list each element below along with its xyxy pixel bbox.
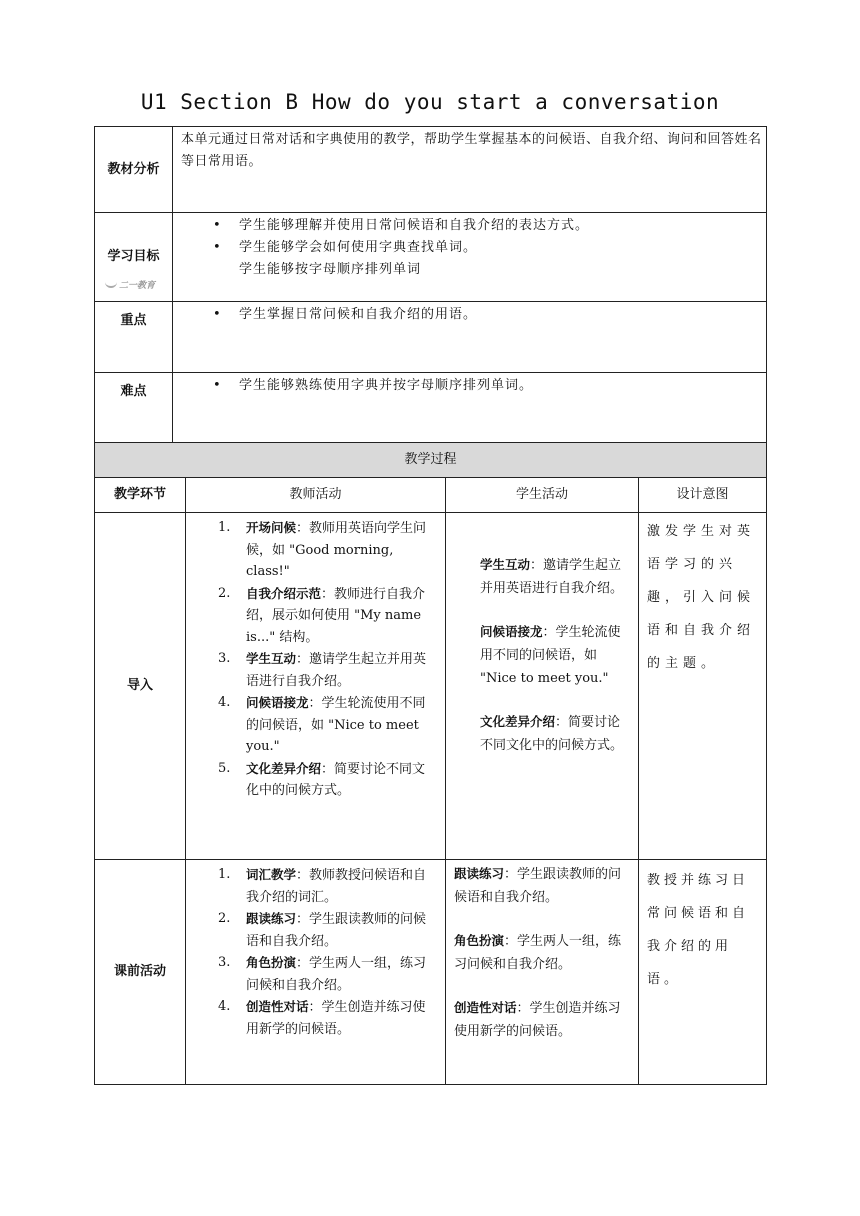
student-activities bbox=[446, 513, 639, 860]
header-teacher: 教师活动 bbox=[186, 478, 446, 513]
student-activities bbox=[446, 860, 639, 1085]
student-activity bbox=[480, 710, 628, 757]
design-intent bbox=[639, 860, 767, 1085]
teacher-step bbox=[194, 517, 437, 583]
step-number: 4. bbox=[218, 999, 231, 1014]
activity-text: ：学生两人一组，练习问候和自我介绍。 bbox=[454, 934, 622, 972]
step-title: 角色扮演 bbox=[246, 955, 297, 970]
process-row-intro bbox=[95, 513, 767, 860]
goals-label-cell bbox=[95, 213, 173, 302]
activity-text: ：学生跟读教师的问候语和自我介绍。 bbox=[454, 867, 622, 905]
goals-list bbox=[181, 215, 766, 259]
activity-title: 跟读练习 bbox=[454, 866, 505, 881]
student-activity bbox=[454, 862, 630, 909]
bullet-icon: • bbox=[213, 307, 222, 322]
teacher-steps-list bbox=[186, 860, 445, 1040]
step-number: 2. bbox=[218, 911, 231, 926]
goal-item bbox=[213, 237, 766, 259]
teacher-steps-list bbox=[186, 513, 445, 802]
key-point-list bbox=[181, 304, 766, 326]
overview-table bbox=[94, 126, 767, 443]
step-number: 5. bbox=[218, 760, 231, 776]
step-text: ：邀请学生起立并用英语进行自我介绍。 bbox=[246, 652, 427, 689]
goal-text: 学生能够理解并使用日常问候语和自我介绍的表达方式。 bbox=[239, 218, 590, 233]
student-activity bbox=[454, 996, 630, 1043]
header-stage: 教学环节 bbox=[95, 478, 186, 513]
analysis-text: 本单元通过日常对话和字典使用的教学，帮助学生掌握基本的问候语、自我介绍、询问和回答姓名等日常用语。 bbox=[173, 127, 767, 213]
goal-item bbox=[213, 215, 766, 237]
watermark-icon bbox=[105, 278, 117, 288]
step-text: ：教师用英语向学生问候，如 "Good morning, class!" bbox=[246, 521, 427, 579]
goals-label: 学习目标 bbox=[107, 249, 160, 264]
activity-title: 问候语接龙 bbox=[480, 624, 543, 639]
process-row-preclass bbox=[95, 860, 767, 1085]
watermark-text: 二一教育 bbox=[119, 281, 156, 291]
step-title: 自我介绍示范 bbox=[246, 585, 322, 601]
teacher-step bbox=[194, 648, 437, 692]
teacher-activities bbox=[186, 860, 446, 1085]
document-title: U1 Section B How do you start a conversation bbox=[140, 90, 720, 114]
difficulty-label: 难点 bbox=[95, 373, 173, 443]
stage-label: 导入 bbox=[95, 513, 186, 860]
goal-extra-line: 学生能够按字母顺序排列单词 bbox=[239, 262, 422, 277]
student-activity bbox=[480, 620, 628, 690]
key-point-label: 重点 bbox=[95, 302, 173, 373]
activity-text: ：学生创造并练习使用新学的问候语。 bbox=[454, 1001, 621, 1039]
activity-text: ：邀请学生起立并用英语进行自我介绍。 bbox=[480, 558, 624, 596]
teacher-step bbox=[194, 583, 437, 649]
activity-text: ：学生轮流使用不同的问候语，如 "Nice to meet you." bbox=[480, 625, 621, 686]
intent-text: 教授并练习日常问候语和自我介绍的用语。 bbox=[647, 873, 750, 987]
step-text: ：学生两人一组，练习问候和自我介绍。 bbox=[246, 956, 427, 993]
step-text: ：教师进行自我介绍，展示如何使用 "My name is..." 结构。 bbox=[246, 586, 426, 645]
header-student: 学生活动 bbox=[446, 478, 639, 513]
student-activity-list bbox=[446, 860, 638, 1043]
goals-content bbox=[173, 213, 767, 302]
analysis-label: 教材分析 bbox=[95, 127, 173, 213]
difficulty-text: 学生能够熟练使用字典并按字母顺序排列单词。 bbox=[239, 378, 534, 393]
step-title: 问候语接龙 bbox=[246, 695, 309, 710]
process-table bbox=[94, 442, 767, 1085]
difficulty-row bbox=[95, 373, 767, 443]
step-title: 文化差异介绍 bbox=[246, 760, 322, 776]
process-header-row bbox=[95, 478, 767, 513]
difficulty-list bbox=[181, 375, 766, 397]
bullet-icon: • bbox=[213, 218, 222, 233]
activity-text: ：简要讨论不同文化中的问候方式。 bbox=[480, 715, 624, 753]
intent-text: 激发学生对英语学习的兴趣，引入问候语和自我介绍的主题。 bbox=[647, 524, 756, 671]
goals-row bbox=[95, 213, 767, 302]
teacher-step bbox=[194, 996, 437, 1040]
step-number: 4. bbox=[218, 695, 231, 710]
process-banner: 教学过程 bbox=[95, 443, 767, 478]
difficulty-item bbox=[213, 375, 766, 397]
step-title: 跟读练习 bbox=[246, 911, 297, 926]
step-text: ：学生跟读教师的问候语和自我介绍。 bbox=[246, 912, 427, 949]
activity-title: 学生互动 bbox=[480, 557, 531, 572]
bullet-icon: • bbox=[213, 378, 222, 393]
step-text: ：学生创造并练习使用新学的问候语。 bbox=[246, 1000, 426, 1037]
step-text: ：教师教授问候语和自我介绍的词汇。 bbox=[246, 868, 427, 905]
step-number: 2. bbox=[218, 585, 231, 601]
analysis-row bbox=[95, 127, 767, 213]
key-point-content bbox=[173, 302, 767, 373]
step-number: 3. bbox=[218, 955, 231, 970]
teacher-step bbox=[194, 864, 437, 908]
teacher-step bbox=[194, 692, 437, 758]
key-point-item bbox=[213, 304, 766, 326]
student-activity-list bbox=[446, 513, 638, 757]
step-number: 1. bbox=[218, 867, 231, 882]
key-point-text: 学生掌握日常问候和自我介绍的用语。 bbox=[239, 307, 478, 322]
bullet-icon: • bbox=[213, 240, 222, 255]
goal-text: 学生能够学会如何使用字典查找单词。 bbox=[239, 240, 478, 255]
step-text: ：简要讨论不同文化中的问候方式。 bbox=[246, 761, 426, 798]
step-number: 3. bbox=[218, 651, 231, 666]
step-number: 1. bbox=[218, 520, 231, 535]
watermark-logo bbox=[105, 275, 155, 297]
activity-title: 创造性对话 bbox=[454, 1000, 517, 1015]
key-point-row bbox=[95, 302, 767, 373]
design-intent bbox=[639, 513, 767, 860]
activity-title: 文化差异介绍 bbox=[480, 714, 556, 729]
activity-title: 角色扮演 bbox=[454, 933, 505, 948]
step-title: 词汇教学 bbox=[246, 867, 297, 882]
student-activity bbox=[454, 929, 630, 976]
teacher-step bbox=[194, 952, 437, 996]
difficulty-content bbox=[173, 373, 767, 443]
step-text: ：学生轮流使用不同的问候语，如 "Nice to meet you." bbox=[246, 696, 426, 754]
student-activity bbox=[480, 553, 628, 600]
step-title: 开场问候 bbox=[246, 520, 297, 535]
header-intent: 设计意图 bbox=[639, 478, 767, 513]
teacher-activities bbox=[186, 513, 446, 860]
teacher-step bbox=[194, 908, 437, 952]
step-title: 学生互动 bbox=[246, 651, 297, 666]
stage-label: 课前活动 bbox=[95, 860, 186, 1085]
step-title: 创造性对话 bbox=[246, 999, 309, 1014]
teacher-step bbox=[194, 758, 437, 802]
